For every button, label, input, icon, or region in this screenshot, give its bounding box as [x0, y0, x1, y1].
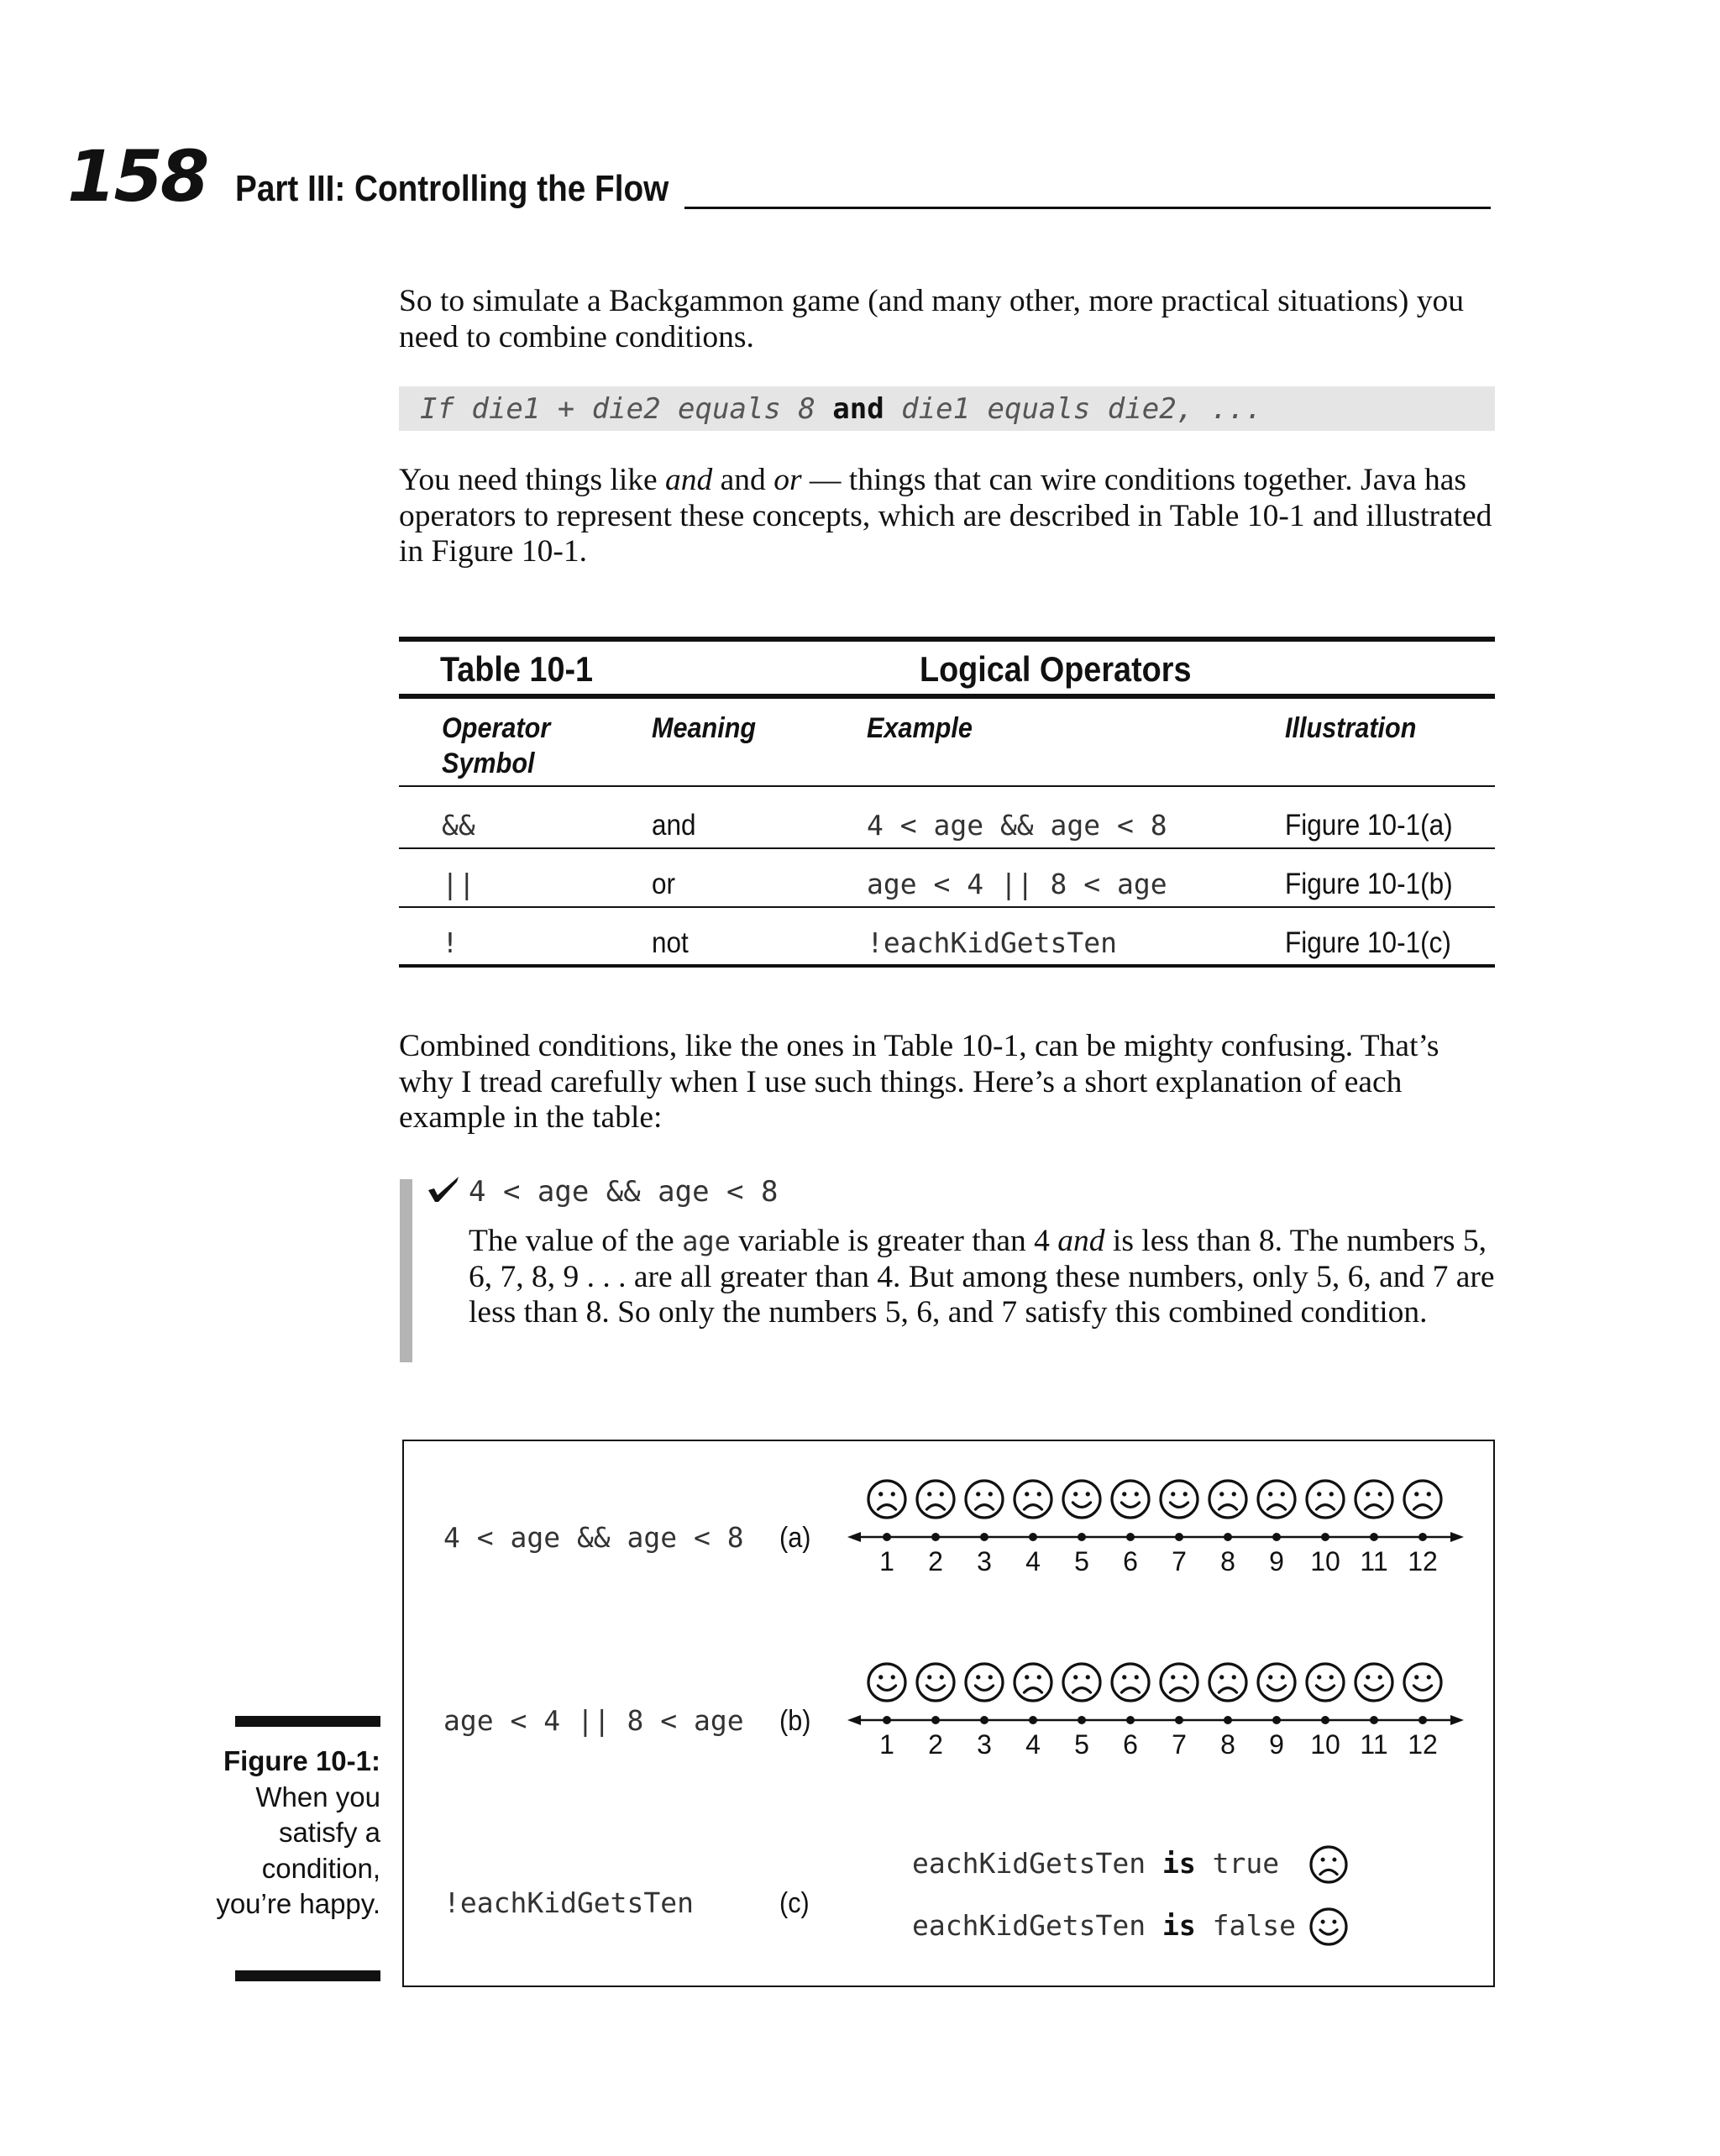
p2-text-1: You need things like	[399, 463, 666, 497]
tick-label: 8	[1220, 1729, 1235, 1760]
tick-label: 11	[1360, 1546, 1388, 1576]
tick-label: 3	[977, 1729, 992, 1760]
sad-face-icon	[1209, 1481, 1246, 1518]
arrow-left-icon	[847, 1715, 861, 1725]
tick-label: 9	[1269, 1729, 1284, 1760]
code-example-and: and	[832, 392, 884, 426]
state-value: false	[1212, 1909, 1296, 1942]
sad-face-icon	[1258, 1481, 1295, 1518]
happy-face-icon	[1311, 1909, 1346, 1944]
figure-caption	[193, 1744, 380, 1923]
tick-label: 2	[928, 1546, 943, 1576]
tick-dot	[1272, 1716, 1281, 1724]
cell-example: !eachKidGetsTen	[867, 926, 1118, 959]
tick-label: 8	[1220, 1546, 1235, 1576]
sad-face-icon	[917, 1481, 954, 1518]
figure-b-expression: age < 4 || 8 < age	[443, 1704, 744, 1737]
tick-dot	[1321, 1533, 1329, 1541]
table-row-rule	[399, 906, 1495, 908]
figure-b-label: (b)	[779, 1705, 811, 1737]
tick-dot	[1126, 1533, 1135, 1541]
sad-face-icon	[1161, 1664, 1198, 1701]
happy-face-icon	[1112, 1481, 1149, 1518]
cell-illustration: Figure 10-1(b)	[1285, 868, 1453, 900]
happy-face-icon	[1404, 1664, 1441, 1701]
state-is: is	[1162, 1909, 1196, 1942]
col-head-illustration: Illustration	[1285, 712, 1417, 744]
tick-dot	[1272, 1533, 1281, 1541]
cell-symbol: !	[442, 926, 459, 959]
tick-dot	[1029, 1716, 1037, 1724]
happy-face-icon	[917, 1664, 954, 1701]
arrow-left-icon	[847, 1532, 861, 1542]
bullet-var: age	[682, 1225, 731, 1257]
cell-meaning: not	[652, 926, 689, 959]
caption-bottom-bar	[235, 1970, 380, 1981]
sad-face-icon	[1356, 1481, 1392, 1518]
bullet-text-2: variable is greater than 4	[730, 1224, 1058, 1258]
state-value: true	[1212, 1847, 1280, 1880]
page-number: 158	[67, 135, 207, 218]
cell-illustration: Figure 10-1(a)	[1285, 809, 1453, 842]
sad-face-icon	[1015, 1481, 1051, 1518]
p2-or-word: or	[773, 463, 802, 497]
tick-label: 12	[1408, 1729, 1438, 1760]
figure-a-expression: 4 < age && age < 8	[443, 1521, 744, 1554]
happy-face-icon	[1063, 1481, 1100, 1518]
table-bottom-rule	[399, 964, 1495, 968]
code-example	[420, 391, 1262, 427]
tick-dot	[1078, 1533, 1086, 1541]
arrow-right-icon	[1450, 1715, 1464, 1725]
sad-face-icon	[1311, 1847, 1346, 1882]
p2-and-word: and	[665, 463, 713, 497]
happy-face-icon	[1161, 1481, 1198, 1518]
tick-dot	[1418, 1533, 1427, 1541]
tick-label: 1	[879, 1729, 894, 1760]
code-example-part2: die1 equals die2, ...	[884, 392, 1263, 426]
intro-paragraph: So to simulate a Backgammon game (and many other, more practical situations) you need to combine conditions.	[399, 284, 1464, 354]
state-var: eachKidGetsTen	[912, 1847, 1146, 1880]
bullet-text-3: is less than 8. The numbers 5, 6, 7, 8, 9 . . . are all greater than 4. But among these numbers, only 5, 6, and 7 are less than 8. So only the numbers 5, 6, and 7 satisfy this combined condition.	[469, 1224, 1495, 1330]
tick-label: 7	[1172, 1729, 1187, 1760]
tick-label: 11	[1360, 1729, 1388, 1760]
tick-dot	[931, 1716, 940, 1724]
tick-dot	[1321, 1716, 1329, 1724]
tick-dot	[931, 1533, 940, 1541]
sad-face-icon	[1307, 1481, 1344, 1518]
cell-meaning: or	[652, 868, 676, 900]
tick-dot	[1224, 1533, 1232, 1541]
bullet-code: 4 < age && age < 8	[469, 1175, 779, 1209]
table-top-rule	[399, 637, 1495, 642]
sad-face-icon	[1404, 1481, 1441, 1518]
table-title-rule	[399, 694, 1495, 699]
table-label: Table 10-1	[440, 649, 594, 689]
figure-c-expression: !eachKidGetsTen	[443, 1886, 695, 1919]
state-var: eachKidGetsTen	[912, 1909, 1146, 1942]
tick-dot	[883, 1716, 891, 1724]
tick-dot	[1126, 1716, 1135, 1724]
figure-10-1	[402, 1440, 1495, 1987]
tick-label: 10	[1310, 1546, 1340, 1576]
col-head-example: Example	[867, 712, 973, 744]
bullet-text-1: The value of the	[469, 1224, 683, 1258]
sad-face-icon	[1112, 1664, 1149, 1701]
happy-face-icon	[868, 1664, 905, 1701]
figure-c-state-false	[912, 1909, 1296, 1943]
tick-dot	[1175, 1716, 1183, 1724]
col-head-meaning: Meaning	[652, 712, 757, 744]
happy-face-icon	[966, 1664, 1003, 1701]
tick-dot	[1078, 1716, 1086, 1724]
sad-face-icon	[1209, 1664, 1246, 1701]
happy-face-icon	[1307, 1664, 1344, 1701]
bullet-sidebar-bar	[400, 1179, 412, 1362]
cell-symbol: ||	[442, 868, 475, 900]
bullet-and-word: and	[1057, 1224, 1105, 1258]
tick-dot	[1029, 1533, 1037, 1541]
figure-a-label: (a)	[779, 1522, 811, 1554]
table-row-rule	[399, 785, 1495, 787]
code-example-part1: If die1 + die2 equals 8	[420, 392, 833, 426]
checkmark-icon	[427, 1172, 460, 1205]
bullet-text	[469, 1224, 1502, 1331]
tick-dot	[980, 1533, 988, 1541]
happy-face-icon	[1356, 1664, 1392, 1701]
cell-meaning: and	[652, 809, 696, 842]
col-head-symbol: Operator Symbol	[442, 712, 551, 779]
tick-label: 10	[1310, 1729, 1340, 1760]
sad-face-icon	[1063, 1664, 1100, 1701]
table-title: Logical Operators	[920, 649, 1192, 689]
p2-text-3: — things that can wire conditions together. Java has operators to represent these concepts, which are described in Table 10-1 and illustrated in Figure 10-1.	[399, 463, 1492, 569]
figure-c-state-true	[912, 1847, 1279, 1881]
operators-paragraph	[399, 463, 1495, 570]
tick-dot	[1418, 1716, 1427, 1724]
cell-example: 4 < age && age < 8	[867, 809, 1167, 842]
tick-label: 6	[1123, 1729, 1138, 1760]
tick-label: 9	[1269, 1546, 1284, 1576]
cell-symbol: &&	[442, 809, 475, 842]
caption-top-bar	[235, 1716, 380, 1727]
sad-face-icon	[1015, 1664, 1051, 1701]
running-head: Part III: Controlling the Flow	[235, 168, 669, 209]
tick-label: 3	[977, 1546, 992, 1576]
tick-dot	[980, 1716, 988, 1724]
p2-text-2: and	[712, 463, 774, 497]
tick-label: 2	[928, 1729, 943, 1760]
sad-face-icon	[966, 1481, 1003, 1518]
tick-label: 12	[1408, 1546, 1438, 1576]
figure-c-label: (c)	[779, 1887, 810, 1919]
tick-dot	[1175, 1533, 1183, 1541]
table-row-rule	[399, 847, 1495, 849]
header-rule	[684, 207, 1491, 209]
tick-dot	[1224, 1716, 1232, 1724]
tick-label: 4	[1025, 1546, 1041, 1576]
arrow-right-icon	[1450, 1532, 1464, 1542]
tick-dot	[1370, 1716, 1378, 1724]
tick-label: 5	[1074, 1729, 1089, 1760]
tick-label: 5	[1074, 1546, 1089, 1576]
caption-text: When you satisfy a condition, you’re happy.	[216, 1781, 380, 1919]
cell-example: age < 4 || 8 < age	[867, 868, 1167, 900]
sad-face-icon	[868, 1481, 905, 1518]
tick-dot	[1370, 1533, 1378, 1541]
tick-dot	[883, 1533, 891, 1541]
happy-face-icon	[1258, 1664, 1295, 1701]
combined-conditions-paragraph: Combined conditions, like the ones in Table 10-1, can be mighty confusing. That’s why I tread carefully when I use such things. Here’s a short explanation of each example in the table:	[399, 1029, 1439, 1135]
tick-label: 1	[879, 1546, 894, 1576]
caption-label: Figure 10-1:	[223, 1745, 380, 1776]
cell-illustration: Figure 10-1(c)	[1285, 926, 1451, 959]
tick-label: 6	[1123, 1546, 1138, 1576]
state-is: is	[1162, 1847, 1196, 1880]
tick-label: 7	[1172, 1546, 1187, 1576]
tick-label: 4	[1025, 1729, 1041, 1760]
